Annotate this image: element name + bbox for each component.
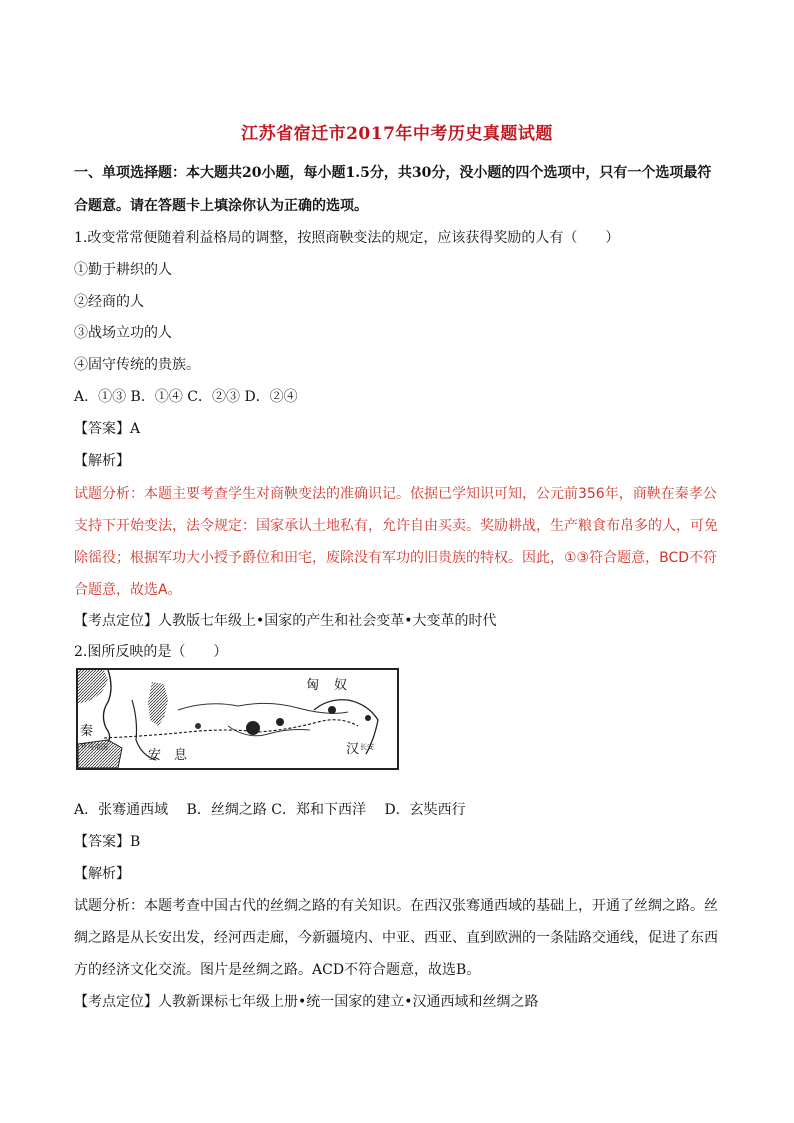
q2-analysis-line2: 绸之路是从长安出发，经河西走廊，今新疆境内、中亚、西亚、直到欧洲的一条陆路交通线，促进了东西 — [74, 930, 718, 946]
q1-kaodian: 【考点定位】人教版七年级上•国家的产生和社会变革•大变革的时代 — [74, 613, 497, 629]
q2-options: A．张骞通西域 B．丝绸之路 C．郑和下西洋 D．玄奘西行 — [74, 802, 466, 818]
map-label-qin: 秦 — [80, 724, 94, 739]
section-heading-line2: 合题意。请在答题卡上填涂你认为正确的选项。 — [74, 198, 368, 214]
map-label-changan: 长安 — [360, 743, 374, 751]
q1-item-2: ②经商的人 — [74, 294, 144, 310]
landmark-blob-5 — [195, 723, 201, 729]
map-label-xiongnu-a: 匈 — [306, 678, 320, 693]
q1-options: A．①③ B．①④ C．②③ D．②④ — [74, 389, 298, 405]
section-heading-line1: 一、单项选择题：本大题共20小题，每小题1.5分，共30分，没小题的四个选项中，只有一个选项最符 — [74, 165, 712, 181]
map-label-luoma: 罗马帝国 — [80, 743, 108, 751]
silk-road-route — [104, 720, 358, 738]
q2-stem: 2.图所反映的是（ ） — [74, 644, 228, 660]
q1-analysis-line1: 试题分析：本题主要考查学生对商鞅变法的准确识记。依据已学知识可知，公元前356年，商鞅在秦孝公 — [74, 486, 717, 502]
q1-stem: 1.改变常常便随着利益格局的调整，按照商鞅变法的规定，应该获得奖励的人有（ ） — [74, 230, 620, 246]
landmark-blob-1 — [246, 721, 260, 735]
q2-analysis-line3: 方的经济文化交流。图片是丝绸之路。ACD不符合题意，故选B。 — [74, 962, 481, 978]
silk-road-map — [76, 668, 399, 770]
map-label-anxi: 安 息 — [148, 748, 188, 763]
sea-region-northwest — [78, 670, 108, 704]
page-title: 江苏省宿迁市2017年中考历史真题试题 — [241, 124, 553, 144]
q1-analysis-line2: 支持下开始变法，法令规定：国家承认土地私有，允许自由买卖。奖励耕战，生产粮食布帛多的人，可免 — [74, 518, 718, 534]
landmark-blob-2 — [276, 718, 284, 726]
q2-analysis-line1: 试题分析：本题考查中国古代的丝绸之路的有关知识。在西汉张骞通西域的基础上，开通了丝绸之路。丝 — [74, 898, 718, 914]
q1-answer: 【答案】A — [74, 421, 141, 437]
q2-answer: 【答案】B — [74, 834, 141, 850]
map-label-han: 汉 — [346, 742, 360, 757]
q1-item-3: ③战场立功的人 — [74, 325, 172, 341]
landmark-blob-3 — [328, 706, 336, 714]
q2-analysis-label: 【解析】 — [74, 866, 130, 882]
q1-analysis-label: 【解析】 — [74, 453, 130, 469]
landmark-blob-4 — [365, 715, 371, 721]
caspian-sea-region — [148, 682, 168, 726]
q1-analysis-line3: 除徭役；根据军功大小授予爵位和田宅，废除没有军功的旧贵族的特权。因此，①③符合题意，BCD不符 — [74, 550, 718, 566]
map-label-xiongnu-b: 奴 — [334, 678, 348, 693]
q2-kaodian: 【考点定位】人教新课标七年级上册•统一国家的建立•汉通西域和丝绸之路 — [74, 994, 539, 1010]
q1-analysis-line4: 合题意，故选A。 — [74, 582, 182, 598]
q1-item-4: ④固守传统的贵族。 — [74, 357, 200, 373]
q1-item-1: ①勤于耕织的人 — [74, 262, 172, 278]
